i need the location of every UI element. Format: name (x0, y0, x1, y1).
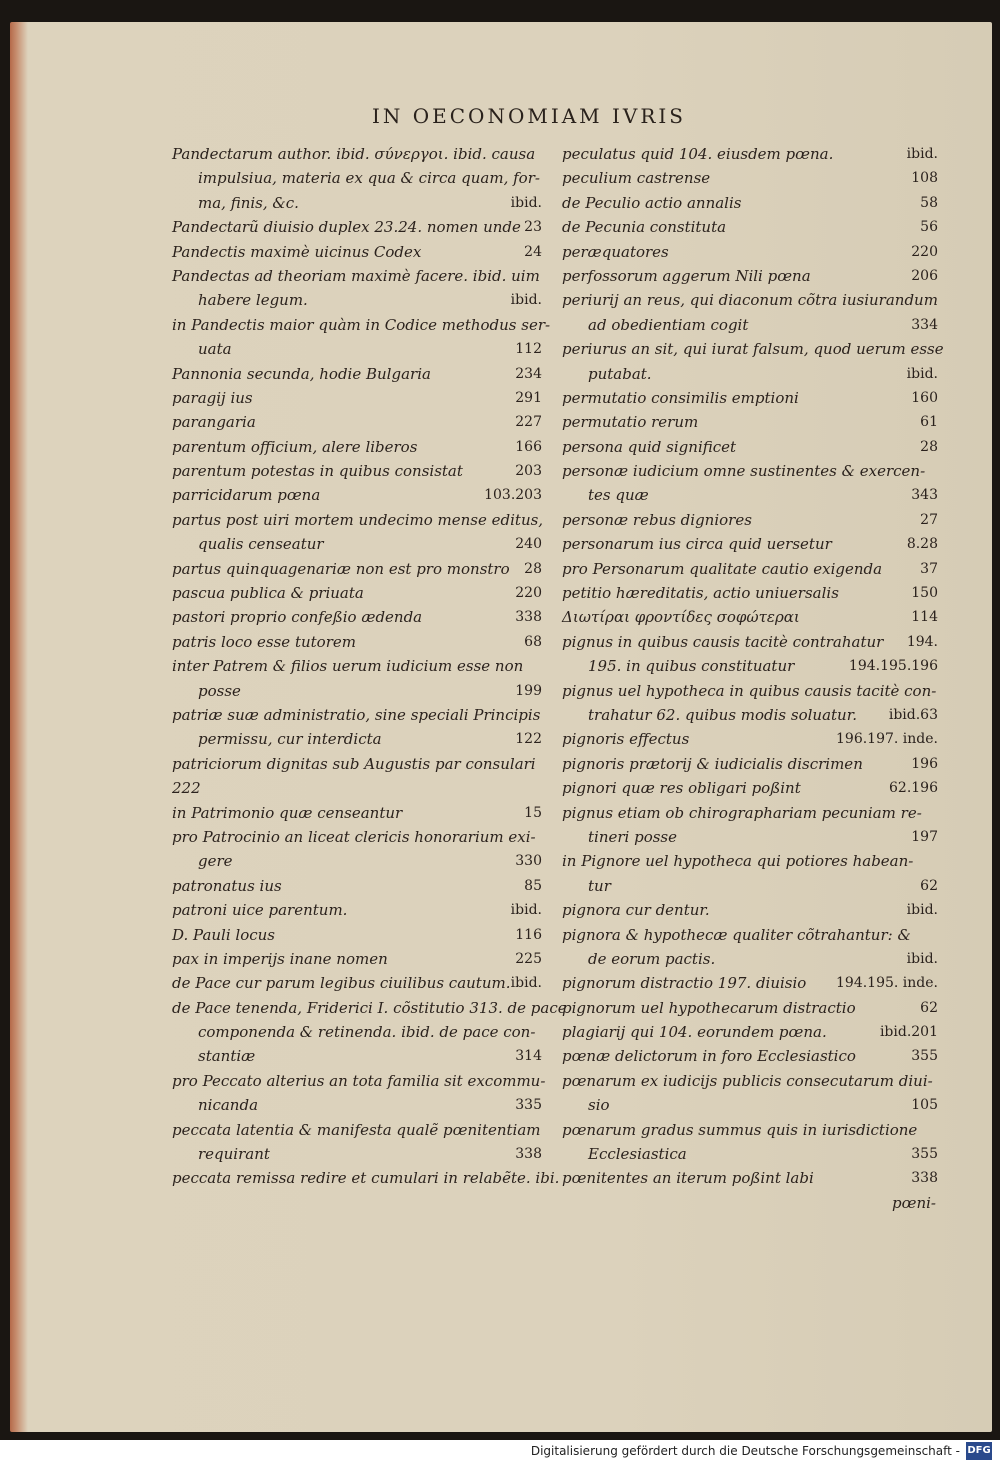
index-entry (562, 1069, 940, 1093)
index-entry (562, 727, 940, 751)
index-entry (172, 605, 544, 629)
page-reference: 227 (515, 414, 542, 431)
index-entry (172, 410, 544, 434)
page-reference: 108 (911, 170, 938, 187)
index-entry (172, 581, 544, 605)
index-entry (562, 386, 940, 410)
page-reference: ibid. (510, 292, 542, 309)
page-reference: 197 (911, 828, 938, 845)
entry-text: habere legum. (198, 291, 308, 310)
entry-text: de Pecunia constituta (562, 218, 727, 237)
index-entry (172, 776, 544, 800)
index-entry (562, 191, 940, 215)
index-entry (562, 752, 940, 776)
entry-text: pignus etiam ob chirographariam pecuniam re- (562, 803, 922, 822)
page-reference: 24 (524, 243, 542, 260)
index-entry (562, 947, 940, 971)
entry-text: persona quid significet (562, 437, 737, 456)
index-entry (562, 849, 940, 873)
entry-text: tineri posse (588, 827, 678, 846)
page-reference: 103.203 (484, 487, 542, 504)
index-entry (172, 288, 544, 312)
entry-text: patroni uice parentum. (172, 901, 348, 920)
index-entry (562, 898, 940, 922)
index-entry (562, 776, 940, 800)
entry-text: Pandectarum author. ibid. σύνεργοι. ibid. causa (172, 145, 536, 163)
page-reference: ibid.63 (888, 706, 938, 723)
entry-text: periurij an reus, qui diaconum cõtra iusiurandum (562, 291, 938, 310)
page-reference: 291 (515, 389, 542, 406)
index-entry (172, 630, 544, 654)
index-entry (172, 727, 544, 751)
entry-text: componenda & retinenda. ibid. de pace con- (198, 1023, 536, 1042)
page-reference: 85 (524, 877, 542, 894)
entry-text: paragij ius (172, 388, 253, 407)
entry-text: 222 (172, 779, 201, 798)
entry-text: Pandectas ad theoriam maximè facere. ibid. uim (172, 266, 540, 285)
entry-text: pignus uel hypotheca in quibus causis tacitè con- (562, 681, 937, 700)
entry-text: patronatus ius (172, 876, 282, 895)
page-reference: 23 (524, 219, 542, 236)
index-entry (562, 581, 940, 605)
page-reference: 220 (515, 585, 542, 602)
index-entry (562, 557, 940, 581)
index-entry (172, 532, 544, 556)
index-entry (562, 508, 940, 532)
page-reference: 62 (920, 877, 938, 894)
index-entry (172, 1020, 544, 1044)
page-reference: 150 (911, 585, 938, 602)
entry-text: pignus in quibus causis tacitè contrahatur (562, 632, 884, 651)
page-reference: 355 (911, 1048, 938, 1065)
index-entry (562, 996, 940, 1020)
page-reference: 116 (515, 926, 542, 943)
entry-text: personarum ius circa quid uersetur (562, 535, 832, 554)
index-entry (172, 240, 544, 264)
index-entry (172, 362, 544, 386)
entry-text: patris loco esse tutorem (172, 632, 356, 651)
entry-text: personæ rebus digniores (562, 510, 752, 529)
entry-text: parentum officium, alere liberos (172, 437, 418, 456)
index-entry (172, 1118, 544, 1142)
entry-text: Pandectarũ diuisio duplex 23.24. nomen unde (172, 218, 521, 237)
page-reference: ibid. (510, 902, 542, 919)
page-reference: 28 (524, 560, 542, 577)
entry-text: stantiæ (198, 1047, 256, 1066)
entry-text: tur (588, 876, 611, 895)
entry-text: permutatio rerum (562, 413, 699, 432)
page-reference: 335 (515, 1097, 542, 1114)
entry-text: Διωτίραι φροντίδες σοφώτεραι (562, 608, 800, 627)
index-entry (172, 849, 544, 873)
entry-text: Ecclesiastica (588, 1145, 687, 1164)
page-reference: 194. (906, 633, 938, 650)
index-entry (172, 264, 544, 288)
page-reference: 15 (524, 804, 542, 821)
entry-text: peculatus quid 104. eiusdem pœna. (562, 145, 834, 163)
entry-text: pœnæ delictorum in foro Ecclesiastico (562, 1047, 856, 1066)
index-entry (562, 971, 940, 995)
dfg-logo-icon: DFG (966, 1442, 992, 1460)
page-reference: 28 (920, 438, 938, 455)
entry-text: pascua publica & priuata (172, 584, 364, 603)
entry-text: pignoris effectus (562, 730, 690, 749)
entry-text: de Peculio actio annalis (562, 193, 742, 212)
entry-text: petitio hæreditatis, actio uniuersalis (562, 584, 839, 603)
entry-text: pœnarum gradus summus quis in iurisdictione (562, 1120, 918, 1139)
index-entry (172, 679, 544, 703)
entry-text: trahatur 62. quibus modis soluatur. (588, 705, 858, 724)
page-reference: 338 (515, 1146, 542, 1163)
page-reference: ibid. (906, 902, 938, 919)
page-reference: 196.197. inde. (836, 731, 938, 748)
entry-text: ad obedientiam cogit (588, 315, 749, 334)
entry-text: uata (198, 340, 232, 359)
index-entry (172, 996, 567, 1020)
page-reference: 56 (920, 219, 938, 236)
index-entry (562, 679, 940, 703)
page-reference: ibid. (906, 146, 938, 162)
entry-text: pax in imperijs inane nomen (172, 949, 388, 968)
page-reference: 203 (515, 463, 542, 480)
index-entry (172, 825, 544, 849)
page-reference: 220 (911, 243, 938, 260)
page-reference: 334 (911, 316, 938, 333)
page-reference: 240 (515, 536, 542, 553)
index-entry (562, 459, 940, 483)
index-entry (562, 435, 940, 459)
entry-text: pignorum distractio 197. diuisio (562, 974, 807, 993)
entry-text: pignoris prætorij & iudicialis discrimen (562, 754, 863, 773)
page-reference: 61 (920, 414, 938, 431)
index-entry (172, 654, 544, 678)
index-entry (562, 264, 940, 288)
index-entry (562, 362, 940, 386)
index-entry (172, 1093, 544, 1117)
page-reference: 338 (515, 609, 542, 626)
index-entry (562, 703, 940, 727)
index-entry (172, 1044, 544, 1068)
page-reference: 8.28 (906, 536, 938, 553)
index-entry (172, 215, 544, 239)
catchword: pœni- (892, 1194, 936, 1212)
entry-text: partus quinquagenariæ non est pro monstro (172, 559, 510, 578)
index-entry (172, 947, 544, 971)
entry-text: in Pignore uel hypotheca qui potiores habean- (562, 852, 914, 871)
index-column-left (172, 142, 567, 1191)
index-entry (172, 1166, 560, 1190)
page-reference: 58 (920, 194, 938, 211)
index-entry (172, 874, 544, 898)
page-reference: ibid. (510, 975, 542, 992)
page-reference: 62.196 (889, 780, 938, 797)
index-column-right (562, 142, 944, 1191)
entry-text: pœnitentes an iterum poßint labi (562, 1169, 814, 1188)
index-entry (562, 1166, 940, 1190)
entry-text: nicanda (198, 1096, 259, 1115)
page-reference: ibid. (906, 950, 938, 967)
entry-text: ma, finis, &c. (198, 193, 299, 212)
entry-text: in Patrimonio quæ censeantur (172, 803, 403, 822)
page-reference: 27 (920, 511, 938, 528)
index-entry (562, 240, 940, 264)
entry-text: pignora & hypothecæ qualiter cõtrahantur: & (562, 925, 911, 944)
entry-text: inter Patrem & filios uerum iudicium esse non (172, 657, 524, 676)
index-entry (562, 1093, 940, 1117)
index-entry (172, 752, 544, 776)
index-entry (172, 142, 544, 166)
index-entry (562, 1020, 940, 1044)
running-header: IN OECONOMIAM IVRIS (372, 104, 687, 128)
entry-text: pignorum uel hypothecarum distractio (562, 998, 856, 1017)
page-reference: ibid.201 (879, 1024, 938, 1041)
entry-text: parangaria (172, 413, 256, 432)
index-entry (562, 1044, 940, 1068)
entry-text: pignori quæ res obligari poßint (562, 779, 801, 798)
page-reference: 225 (515, 950, 542, 967)
entry-text: sio (588, 1096, 610, 1115)
index-entry (172, 166, 544, 190)
index-entry (562, 874, 940, 898)
page-reference: 122 (515, 731, 542, 748)
index-entry (172, 1142, 544, 1166)
index-entry (172, 923, 544, 947)
entry-text: in Pandectis maior quàm in Codice methodus ser- (172, 315, 551, 334)
page-reference: 338 (911, 1170, 938, 1187)
page-reference: 206 (911, 267, 938, 284)
index-entry (562, 483, 940, 507)
page-reference: ibid. (510, 194, 542, 211)
index-entry (172, 703, 544, 727)
index-entry (562, 215, 940, 239)
index-entry (172, 435, 544, 459)
entry-text: peccata remissa redire et cumulari in relabẽte. ibi. (172, 1169, 560, 1188)
index-entry (562, 825, 940, 849)
page-reference: 68 (524, 633, 542, 650)
entry-text: peræquatores (562, 242, 669, 261)
page-reference: 160 (911, 389, 938, 406)
entry-text: Pandectis maximè uicinus Codex (172, 242, 422, 261)
index-entry (562, 801, 940, 825)
entry-text: peccata latentia & manifesta qualẽ pœnitentiam (172, 1120, 541, 1139)
index-entry (172, 508, 544, 532)
entry-text: pro Patrocinio an liceat clericis honorarium exi- (172, 827, 536, 846)
entry-text: pro Peccato alterius an tota familia sit excommu- (172, 1071, 546, 1090)
page-reference: 314 (515, 1048, 542, 1065)
entry-text: de Pace tenenda, Friderici I. cõstitutio 313. de pace (172, 998, 567, 1017)
entry-text: pro Personarum qualitate cautio exigenda (562, 559, 883, 578)
entry-text: pœnarum ex iudicijs publicis consecutarum diui- (562, 1071, 933, 1090)
entry-text: patriæ suæ administratio, sine speciali Principis (172, 705, 541, 724)
index-entry (172, 557, 544, 581)
entry-text: perfossorum aggerum Nili pœna (562, 266, 811, 285)
index-entry (562, 532, 940, 556)
index-entry (172, 898, 544, 922)
index-entry (172, 483, 544, 507)
index-entry (172, 313, 551, 337)
page-reference: ibid. (906, 365, 938, 382)
index-entry (562, 142, 940, 166)
entry-text: posse (198, 681, 241, 700)
index-entry (562, 1118, 940, 1142)
funding-note: Digitalisierung gefördert durch die Deutsche Forschungsgemeinschaft - (530, 1444, 960, 1458)
entry-text: tes quæ (588, 486, 649, 505)
entry-text: pastori proprio confeßio ædenda (172, 608, 423, 627)
page-reference: 194.195.196 (848, 658, 938, 675)
index-entry (562, 654, 940, 678)
entry-text: permutatio consimilis emptioni (562, 388, 799, 407)
entry-text: Pannonia secunda, hodie Bulgaria (172, 364, 431, 383)
entry-text: permissu, cur interdicta (198, 730, 382, 749)
index-entry (562, 1142, 940, 1166)
index-entry (562, 166, 940, 190)
index-entry (172, 1069, 544, 1093)
entry-text: plagiarij qui 104. eorundem pœna. (562, 1023, 827, 1042)
page-reference: 343 (911, 487, 938, 504)
entry-text: 195. in quibus constituatur (588, 657, 795, 676)
entry-text: peculium castrense (562, 169, 711, 188)
index-entry (562, 923, 940, 947)
index-entry (562, 605, 940, 629)
index-entry (562, 313, 940, 337)
page-reference: 355 (911, 1146, 938, 1163)
index-entry (172, 337, 544, 361)
index-entry (562, 288, 940, 312)
page-reference: 37 (920, 560, 938, 577)
page-reference: 234 (515, 365, 542, 382)
page-reference: 62 (920, 999, 938, 1016)
entry-text: parricidarum pœna (172, 486, 321, 505)
entry-text: gere (198, 852, 233, 871)
entry-text: qualis censeatur (198, 535, 324, 554)
page-reference: 112 (515, 341, 542, 358)
entry-text: personæ iudicium omne sustinentes & exercen- (562, 462, 926, 481)
entry-text: parentum potestas in quibus consistat (172, 462, 463, 481)
index-entry (562, 410, 940, 434)
index-entry (172, 459, 544, 483)
page-reference: 194.195. inde. (836, 975, 938, 992)
entry-text: putabat. (588, 364, 652, 383)
entry-text: pignora cur dentur. (562, 901, 710, 920)
page-reference: 114 (911, 609, 938, 626)
index-entry (562, 630, 940, 654)
index-entry (172, 971, 544, 995)
page-reference: 166 (515, 438, 542, 455)
entry-text: de eorum pactis. (588, 949, 716, 968)
page-reference: 105 (911, 1097, 938, 1114)
page-reference: 196 (911, 755, 938, 772)
entry-text: requirant (198, 1145, 270, 1164)
entry-text: D. Pauli locus (172, 925, 276, 944)
entry-text: partus post uiri mortem undecimo mense editus, (172, 510, 544, 529)
page-reference: 330 (515, 853, 542, 870)
entry-text: de Pace cur parum legibus ciuilibus cautum. (172, 974, 511, 993)
entry-text: impulsiua, materia ex qua & circa quam, for- (198, 169, 540, 188)
index-entry (172, 801, 544, 825)
index-entry (172, 386, 544, 410)
index-entry (562, 337, 944, 361)
entry-text: periurus an sit, qui iurat falsum, quod uerum esse (562, 340, 944, 359)
entry-text: patriciorum dignitas sub Augustis par consulari (172, 754, 536, 773)
index-entry (172, 191, 544, 215)
page-reference: 199 (515, 682, 542, 699)
